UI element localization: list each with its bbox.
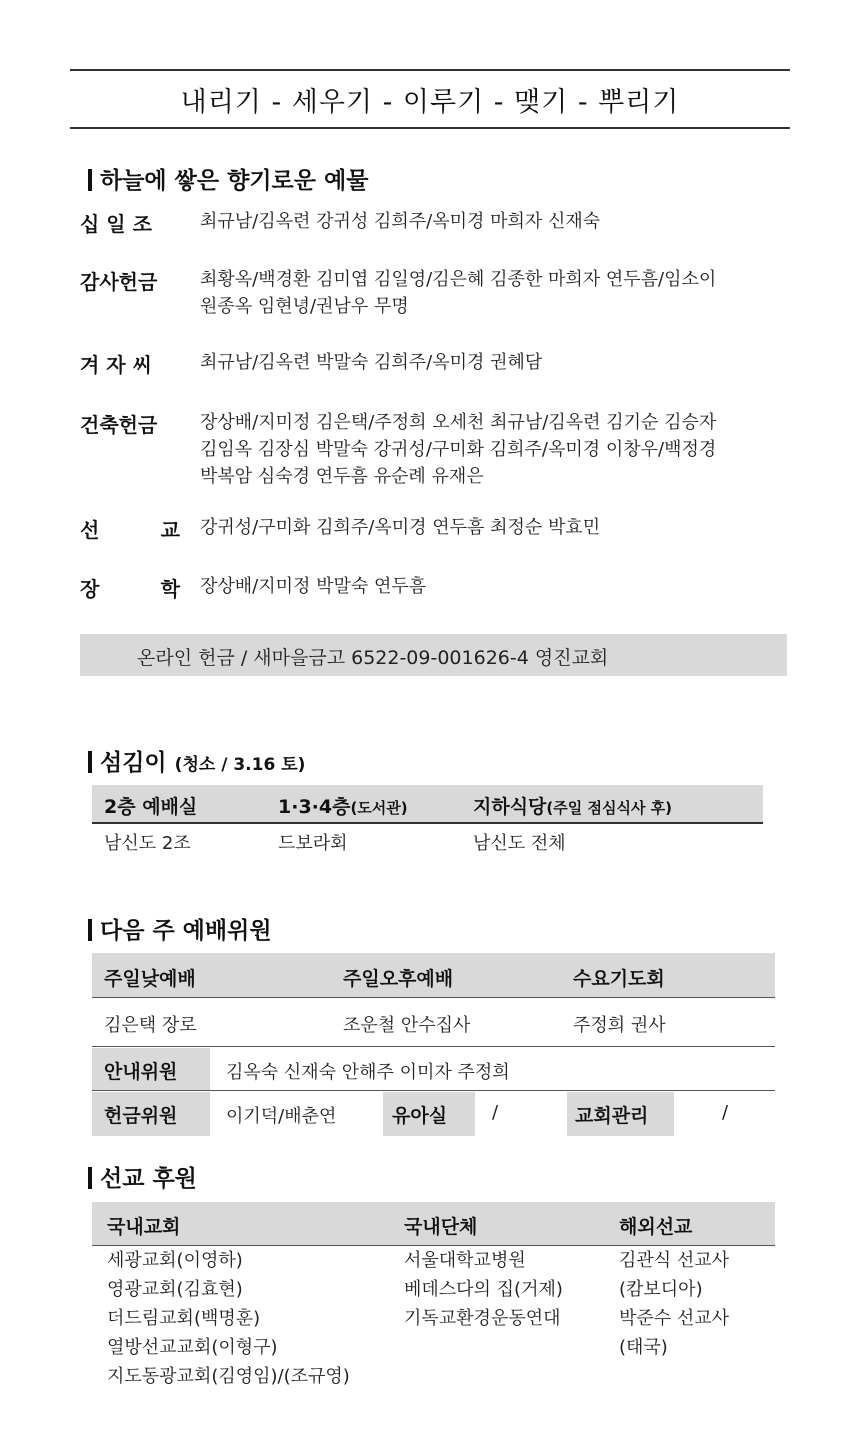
servants-header-134f: 1·3·4층(도서관) (278, 796, 408, 818)
section-marker (88, 1167, 92, 1189)
list-item: 기독교환경운동연대 (404, 1308, 561, 1329)
servants-header-rule (92, 822, 763, 824)
mission-header-overseas: 해외선교 (619, 1216, 693, 1238)
committee-header-wednesday: 수요기도회 (573, 968, 665, 990)
committee-header-sunday-am: 주일낮예배 (104, 968, 196, 990)
committee-row-rule-1 (92, 1046, 775, 1047)
banner-bottom-rule (70, 127, 790, 129)
banner-top-rule (70, 69, 790, 71)
committee-value-wednesday: 주정희 권사 (573, 1015, 666, 1036)
section-marker (88, 169, 92, 191)
list-item: (태국) (619, 1337, 668, 1358)
list-item: 서울대학교병원 (404, 1250, 526, 1271)
domestic-churches-list (107, 1246, 350, 1391)
offerings-heading (88, 162, 368, 195)
section-marker (88, 919, 92, 941)
offering-committee-label: 헌금위원 (104, 1105, 178, 1127)
offering-line: 최황옥/백경환 김미엽 김일영/김은혜 김종한 마희자 연두흠/임소이 (200, 269, 717, 290)
offering-line: 장상배/지미정 김은택/주정희 오세천 최규남/김옥련 김기순 김승자 (200, 412, 717, 433)
offering-names-thanks (200, 266, 716, 320)
list-item: 김관식 선교사 (619, 1250, 730, 1271)
mission-header-domestic-churches: 국내교회 (107, 1216, 181, 1238)
usher-label: 안내위원 (104, 1061, 178, 1083)
offering-names-tithe (200, 208, 600, 235)
committee-value-sunday-pm: 조운철 안수집사 (343, 1015, 471, 1036)
servants-subheading: (청소 / 3.16 토) (174, 755, 306, 775)
servants-heading-text: 섬김이 (100, 750, 167, 776)
nursery-label: 유아실 (392, 1105, 448, 1127)
offering-label-building: 건축헌금 (80, 413, 158, 437)
offering-line: 최규남/김옥련 강귀성 김희주/옥미경 마희자 신재숙 (200, 211, 601, 232)
servants-value-basement: 남신도 전체 (473, 833, 566, 854)
list-item: 세광교회(이영하) (107, 1250, 243, 1271)
committee-header-rule (92, 997, 775, 998)
servants-header-2f: 2층 예배실 (104, 796, 198, 818)
list-item: (캄보디아) (619, 1279, 703, 1300)
offering-label-scholarship: 장 학 (80, 577, 180, 601)
offering-names-mission (200, 514, 600, 541)
domestic-orgs-list (404, 1246, 563, 1333)
list-item: 베데스다의 집(거제) (404, 1279, 563, 1300)
offering-line: 박복암 심숙경 연두흠 유순례 유재은 (200, 466, 484, 487)
committee-heading (88, 912, 272, 945)
church-mgmt-value: / (722, 1102, 729, 1123)
list-item: 열방선교교회(이형구) (107, 1337, 278, 1358)
section-marker (88, 751, 92, 773)
nursery-value: / (492, 1102, 499, 1123)
church-mgmt-label: 교회관리 (575, 1105, 649, 1127)
offering-line: 강귀성/구미화 김희주/옥미경 연두흠 최정순 박효민 (200, 517, 601, 538)
usher-value: 김옥숙 신재숙 안해주 이미자 주정희 (226, 1062, 510, 1083)
offering-line: 김임옥 김장심 박말숙 강귀성/구미화 김희주/옥미경 이창우/백정경 (200, 439, 717, 460)
offering-label-tithe: 십 일 조 (80, 212, 152, 236)
servants-heading (88, 744, 305, 777)
mission-heading-text: 선교 후원 (100, 1166, 197, 1192)
offering-label-mustard: 겨 자 씨 (80, 353, 152, 377)
offering-line: 최규남/김옥련 박말숙 김희주/옥미경 권혜담 (200, 352, 543, 373)
servants-value-134f: 드보라회 (278, 833, 348, 854)
list-item: 지도동광교회(김영임)/(조규영) (107, 1366, 350, 1387)
offering-line: 장상배/지미정 박말숙 연두흠 (200, 576, 427, 597)
mission-header-domestic-orgs: 국내단체 (404, 1216, 478, 1238)
overseas-list (619, 1246, 729, 1362)
offering-names-scholarship (200, 573, 426, 600)
committee-heading-text: 다음 주 예배위원 (100, 918, 272, 944)
mission-heading (88, 1160, 197, 1193)
offering-names-mustard (200, 349, 542, 376)
online-offering-text: 온라인 헌금 / 새마을금고 6522-09-001626-4 영진교회 (137, 647, 609, 669)
offering-names-building (200, 409, 716, 490)
offering-label-thanks: 감사헌금 (80, 270, 158, 294)
offering-committee-value: 이기덕/배춘연 (226, 1106, 337, 1127)
banner-title: 내리기 - 세우기 - 이루기 - 맺기 - 뿌리기 (180, 87, 680, 118)
offering-label-mission: 선 교 (80, 518, 180, 542)
list-item: 더드림교회(백명훈) (107, 1308, 261, 1329)
online-offering-box (80, 634, 787, 676)
servants-value-2f: 남신도 2조 (104, 833, 191, 854)
committee-header-sunday-pm: 주일오후예배 (343, 968, 454, 990)
offerings-heading-text: 하늘에 쌓은 향기로운 예물 (100, 168, 369, 194)
committee-row-rule-2 (92, 1090, 775, 1091)
list-item: 박준수 선교사 (619, 1308, 730, 1329)
servants-header-basement: 지하식당(주일 점심식사 후) (473, 796, 673, 818)
list-item: 영광교회(김효현) (107, 1279, 243, 1300)
committee-value-sunday-am: 김은택 장로 (104, 1015, 197, 1036)
offering-line: 원종옥 임현녕/권남우 무명 (200, 296, 409, 317)
